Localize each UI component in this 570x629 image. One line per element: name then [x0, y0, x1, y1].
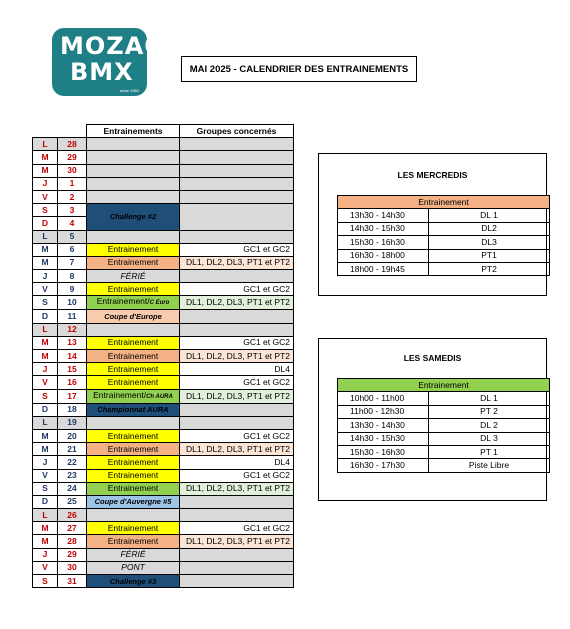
calendar-row [33, 429, 294, 442]
row-date: 21 [58, 443, 87, 456]
row-activity [87, 443, 180, 456]
row-groups: GC1 et GC2 [180, 522, 294, 535]
row-date: 20 [58, 429, 87, 442]
calendar-row [33, 336, 294, 349]
row-date: 6 [58, 243, 87, 256]
row-date: 2 [58, 190, 87, 203]
row-groups [180, 575, 294, 588]
calendar-row [33, 456, 294, 469]
calendar-row [33, 296, 294, 310]
row-day: D [33, 403, 58, 416]
row-activity [87, 310, 180, 323]
row-activity [87, 363, 180, 376]
calendar-row [33, 270, 294, 283]
schedule-row [338, 432, 550, 445]
row-activity [87, 575, 180, 588]
row-day: S [33, 296, 58, 310]
schedule-group: DL 3 [429, 432, 550, 445]
activity-label: Entrainement [107, 536, 159, 547]
row-activity [87, 376, 180, 389]
row-groups [180, 416, 294, 429]
calendar-row [33, 389, 294, 403]
activity-label: Entrainement [107, 376, 159, 387]
row-activity [87, 495, 180, 508]
row-activity [87, 204, 180, 230]
row-groups [180, 548, 294, 561]
activity-label: Coupe d'Europe [104, 312, 162, 322]
schedule-row [338, 445, 550, 458]
row-activity [87, 482, 180, 495]
row-activity [87, 509, 180, 522]
row-activity [87, 151, 180, 164]
activity-label: Entrainement [107, 443, 159, 454]
row-day: M [33, 350, 58, 363]
calendar-row [33, 575, 294, 588]
header-blank-num [58, 125, 87, 138]
row-groups [180, 164, 294, 177]
activity-label: Entrainement [107, 522, 159, 533]
activity-label: Entrainement [107, 363, 159, 374]
row-activity [87, 535, 180, 548]
schedule-row [338, 249, 550, 262]
row-groups: DL1, DL2, DL3, PT1 et PT2 [180, 389, 294, 403]
schedule-time: 13h30 - 14h30 [338, 419, 429, 432]
schedule-time: 18h00 - 19h45 [338, 262, 429, 275]
row-day: D [33, 310, 58, 323]
row-groups [180, 509, 294, 522]
schedule-time: 14h30 - 15h30 [338, 432, 429, 445]
activity-label: Entrainement [107, 283, 159, 294]
row-activity [87, 456, 180, 469]
row-groups: DL4 [180, 363, 294, 376]
saturday-schedule [337, 378, 550, 473]
row-day: V [33, 190, 58, 203]
calendar-row [33, 230, 294, 243]
calendar-row [33, 190, 294, 203]
row-groups: DL1, DL2, DL3, PT1 et PT2 [180, 350, 294, 363]
schedule-row [338, 236, 550, 249]
row-groups: GC1 et GC2 [180, 243, 294, 256]
row-activity [87, 416, 180, 429]
row-date: 5 [58, 230, 87, 243]
row-groups: DL1, DL2, DL3, PT1 et PT2 [180, 443, 294, 456]
row-activity [87, 323, 180, 336]
calendar-table [32, 124, 294, 588]
calendar-row [33, 403, 294, 416]
calendar-row [33, 138, 294, 151]
row-day: V [33, 283, 58, 296]
row-date: 29 [58, 151, 87, 164]
schedule-row [338, 419, 550, 432]
activity-label: Challenge #3 [109, 576, 157, 586]
row-date: 24 [58, 482, 87, 495]
row-groups: DL4 [180, 456, 294, 469]
wednesday-title: LES MERCREDIS [397, 170, 468, 180]
schedule-time: 10h00 - 11h00 [338, 392, 429, 405]
row-activity [87, 403, 180, 416]
row-day: M [33, 522, 58, 535]
row-date: 26 [58, 509, 87, 522]
schedule-time: 15h30 - 16h30 [338, 236, 429, 249]
calendar-row [33, 376, 294, 389]
calendar-row [33, 443, 294, 456]
calendar-row [33, 548, 294, 561]
schedule-time: 11h00 - 12h30 [338, 405, 429, 418]
schedule-row [338, 459, 550, 472]
row-groups: DL1, DL2, DL3, PT1 et PT2 [180, 482, 294, 495]
row-activity [87, 270, 180, 283]
calendar-row [33, 509, 294, 522]
row-activity [87, 190, 180, 203]
row-groups: GC1 et GC2 [180, 429, 294, 442]
row-groups [180, 190, 294, 203]
saturday-title: LES SAMEDIS [403, 353, 462, 363]
row-date: 22 [58, 456, 87, 469]
schedule-time: 13h30 - 14h30 [338, 209, 429, 222]
row-activity [87, 138, 180, 151]
row-date: 25 [58, 495, 87, 508]
row-day: M [33, 151, 58, 164]
row-date: 23 [58, 469, 87, 482]
row-date: 31 [58, 575, 87, 588]
schedule-row [338, 392, 550, 405]
row-groups [180, 177, 294, 190]
calendar-row [33, 177, 294, 190]
calendar-row [33, 561, 294, 574]
calendar-row [33, 283, 294, 296]
header-groups: Groupes concernés [180, 125, 294, 138]
row-groups: GC1 et GC2 [180, 469, 294, 482]
row-date: 9 [58, 283, 87, 296]
row-groups [180, 561, 294, 574]
row-activity [87, 283, 180, 296]
schedule-header: Entrainement [338, 196, 550, 209]
calendar-row [33, 323, 294, 336]
row-day: V [33, 561, 58, 574]
row-date: 15 [58, 363, 87, 376]
club-logo [52, 28, 163, 96]
schedule-group: Piste Libre [429, 459, 550, 472]
row-activity [87, 350, 180, 363]
activity-label: Entrainement [107, 456, 159, 467]
schedule-row [338, 405, 550, 418]
row-day: M [33, 243, 58, 256]
schedule-row [338, 222, 550, 235]
row-activity [87, 164, 180, 177]
schedule-row [338, 209, 550, 222]
calendar-row [33, 310, 294, 323]
row-day: S [33, 204, 58, 217]
row-groups: GC1 et GC2 [180, 376, 294, 389]
schedule-time: 16h30 - 18h00 [338, 249, 429, 262]
row-date: 12 [58, 323, 87, 336]
row-day: M [33, 256, 58, 269]
row-groups [180, 495, 294, 508]
row-activity [87, 429, 180, 442]
row-day: J [33, 270, 58, 283]
row-day: J [33, 363, 58, 376]
activity-label: Championnat AURA [97, 405, 169, 415]
row-day: S [33, 389, 58, 403]
row-groups [180, 151, 294, 164]
schedule-row [338, 262, 550, 275]
row-groups [180, 270, 294, 283]
schedule-time: 15h30 - 16h30 [338, 445, 429, 458]
row-activity [87, 230, 180, 243]
calendar-row [33, 416, 294, 429]
row-groups [180, 323, 294, 336]
row-day: J [33, 456, 58, 469]
activity-label: Entrainement/ [96, 296, 150, 307]
row-date: 13 [58, 336, 87, 349]
schedule-group: DL3 [429, 236, 550, 249]
row-activity [87, 296, 180, 310]
calendar-row [33, 535, 294, 548]
row-day: D [33, 217, 58, 230]
row-groups [180, 204, 294, 230]
row-date: 4 [58, 217, 87, 230]
schedule-header: Entrainement [338, 379, 550, 392]
activity-label: Entrainement [107, 350, 159, 361]
row-day: M [33, 443, 58, 456]
row-date: 28 [58, 535, 87, 548]
row-date: 19 [58, 416, 87, 429]
activity-label: Coupe d'Auvergne #5 [94, 497, 172, 507]
activity-label: Entrainement [107, 470, 159, 481]
schedule-header-row [338, 379, 550, 392]
activity-label: Entrainement/ [93, 389, 147, 400]
row-groups [180, 403, 294, 416]
row-day: S [33, 575, 58, 588]
row-activity [87, 548, 180, 561]
row-day: S [33, 482, 58, 495]
row-day: M [33, 336, 58, 349]
row-groups: DL1, DL2, DL3, PT1 et PT2 [180, 256, 294, 269]
row-date: 10 [58, 296, 87, 310]
row-day: J [33, 548, 58, 561]
row-day: M [33, 535, 58, 548]
row-date: 30 [58, 561, 87, 574]
header-blank-day [33, 125, 58, 138]
row-groups: DL1, DL2, DL3, PT1 et PT2 [180, 296, 294, 310]
schedule-group: DL2 [429, 222, 550, 235]
row-groups: GC1 et GC2 [180, 336, 294, 349]
row-activity [87, 177, 180, 190]
logo-line1: MOZAC [60, 32, 163, 60]
row-groups [180, 138, 294, 151]
row-activity [87, 389, 180, 403]
row-date: 18 [58, 403, 87, 416]
row-day: L [33, 323, 58, 336]
row-date: 16 [58, 376, 87, 389]
calendar-row [33, 243, 294, 256]
row-date: 28 [58, 138, 87, 151]
activity-label: Entrainement [107, 483, 159, 494]
calendar-row [33, 469, 294, 482]
calendar-row [33, 151, 294, 164]
calendar-row [33, 256, 294, 269]
schedule-group: DL 1 [429, 392, 550, 405]
row-groups [180, 230, 294, 243]
row-date: 3 [58, 204, 87, 217]
row-day: L [33, 230, 58, 243]
row-day: L [33, 509, 58, 522]
schedule-time: 16h30 - 17h30 [338, 459, 429, 472]
row-groups: DL1, DL2, DL3, PT1 et PT2 [180, 535, 294, 548]
row-day: M [33, 164, 58, 177]
activity-label: FÉRIÉ [120, 549, 146, 560]
calendar-row [33, 164, 294, 177]
row-groups: GC1 et GC2 [180, 283, 294, 296]
row-date: 29 [58, 548, 87, 561]
activity-label: FÉRIÉ [120, 270, 146, 281]
row-day: L [33, 138, 58, 151]
row-date: 30 [58, 164, 87, 177]
row-activity [87, 256, 180, 269]
row-day: L [33, 416, 58, 429]
schedule-group: PT 2 [429, 405, 550, 418]
row-date: 8 [58, 270, 87, 283]
activity-label: Challenge #2 [109, 212, 157, 222]
row-activity [87, 561, 180, 574]
activity-label: PONT [121, 562, 145, 573]
calendar-row [33, 495, 294, 508]
row-day: M [33, 429, 58, 442]
schedule-group: DL 2 [429, 419, 550, 432]
row-date: 11 [58, 310, 87, 323]
row-groups [180, 310, 294, 323]
schedule-group: PT 1 [429, 445, 550, 458]
wednesday-schedule [337, 195, 550, 276]
row-date: 1 [58, 177, 87, 190]
logo-since: since 1982 [119, 88, 139, 93]
page-title: MAI 2025 - CALENDRIER DES ENTRAINEMENTS [181, 56, 417, 82]
row-date: 14 [58, 350, 87, 363]
schedule-time: 14h30 - 15h30 [338, 222, 429, 235]
schedule-group: DL 1 [429, 209, 550, 222]
row-day: D [33, 495, 58, 508]
row-day: V [33, 376, 58, 389]
activity-label: Entrainement [107, 337, 159, 348]
row-day: V [33, 469, 58, 482]
calendar-row [33, 522, 294, 535]
activity-sublabel: C Euro [149, 300, 170, 307]
calendar-row [33, 350, 294, 363]
row-activity [87, 243, 180, 256]
logo-line2: BMX [70, 58, 134, 86]
row-date: 7 [58, 256, 87, 269]
activity-label: Entrainement [107, 257, 159, 268]
row-date: 17 [58, 389, 87, 403]
schedule-group: PT2 [429, 262, 550, 275]
calendar-row [33, 204, 294, 217]
row-activity [87, 336, 180, 349]
calendar-row [33, 363, 294, 376]
row-activity [87, 522, 180, 535]
row-activity [87, 469, 180, 482]
header-activity: Entrainements [87, 125, 180, 138]
activity-label: Entrainement [107, 430, 159, 441]
schedule-header-row [338, 196, 550, 209]
row-date: 27 [58, 522, 87, 535]
activity-sublabel: Ch AURA [146, 393, 173, 400]
row-day: J [33, 177, 58, 190]
schedule-group: PT1 [429, 249, 550, 262]
activity-label: Entrainement [107, 244, 159, 255]
calendar-row [33, 482, 294, 495]
